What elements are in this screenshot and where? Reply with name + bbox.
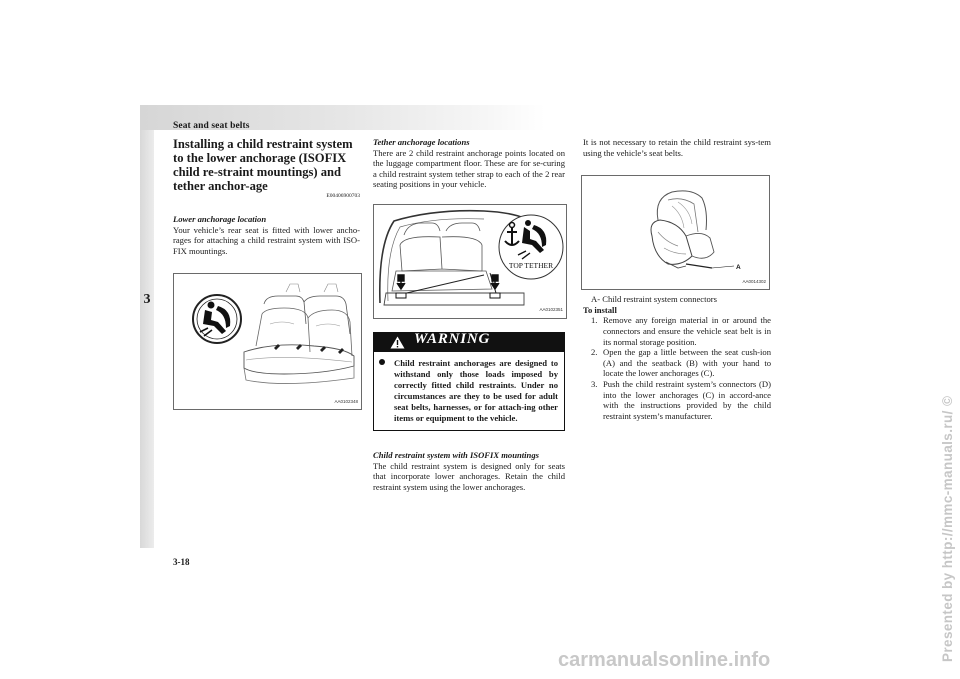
section-title: Installing a child restraint system to the lower anchorage (ISOFIX child re-straint mountings) and tether anchor-age bbox=[173, 137, 353, 193]
warning-label: WARNING bbox=[414, 330, 491, 347]
warning-body bbox=[374, 352, 564, 430]
column-right bbox=[583, 137, 771, 421]
connector-label-a: A bbox=[736, 264, 741, 272]
col3-intro-text: It is not necessary to retain the child restraint sys-tem using the vehicle’s seat belts. bbox=[583, 137, 771, 158]
figure-code: AA0014302 bbox=[742, 278, 766, 284]
luggage-compartment-illustration bbox=[374, 205, 566, 318]
lower-anchorage-text: Your vehicle’s rear seat is fitted with lower ancho-rages for attaching a child restraint system with ISO-FIX mountings. bbox=[173, 224, 360, 256]
warning-text: Child restraint anchorages are designed to withstand only those loads imposed by correctly fitted child restraints. Under no circumstances are they to be used for adult seat belts, harnesses, or for attach-ing other items or equipment to the vehicle. bbox=[394, 357, 558, 423]
install-steps bbox=[583, 315, 771, 421]
child-seat-figure bbox=[581, 175, 770, 290]
child-seat-illustration bbox=[582, 176, 769, 289]
warning-header bbox=[374, 330, 564, 352]
warning-triangle-icon bbox=[390, 336, 405, 349]
install-step: 3. Push the child restraint system’s connectors (D) into the lower anchorages (C) in accord-ance with the instructions provided by the child restraint system’s manufacturer. bbox=[591, 378, 771, 421]
footer-watermark: carmanualsonline.info bbox=[558, 649, 771, 671]
warning-box bbox=[373, 332, 565, 431]
side-watermark: Presented by http://mmc-manuals.ru/ © bbox=[940, 395, 955, 662]
chapter-tab bbox=[140, 130, 154, 548]
chapter-number: 3 bbox=[143, 292, 151, 307]
lower-anchorage-heading: Lower anchorage location bbox=[173, 214, 267, 224]
figure-caption: A- Child restraint system connectors bbox=[591, 294, 718, 305]
rear-seat-figure bbox=[173, 273, 362, 410]
install-step: 1. Remove any foreign material in or around the connectors and ensure the vehicle seat belt is in its normal storage position. bbox=[591, 315, 771, 347]
column-middle bbox=[373, 137, 565, 492]
figure-code: AA0102351 bbox=[539, 307, 563, 313]
section-code: E00406900703 bbox=[326, 193, 360, 199]
column-left bbox=[173, 137, 360, 410]
isofix-text: The child restraint system is designed only for seats that incorporate lower anchorages. Retain the child restraint system using the lower anchorages. bbox=[373, 460, 565, 492]
running-header: Seat and seat belts bbox=[173, 121, 250, 131]
install-heading: To install bbox=[583, 304, 617, 315]
page-number: 3-18 bbox=[173, 557, 190, 567]
tether-anchorage-heading: Tether anchorage locations bbox=[373, 137, 470, 147]
figure-code: AA0102348 bbox=[334, 398, 358, 404]
rear-seat-illustration bbox=[174, 274, 361, 409]
install-step: 2. Open the gap a little between the seat cush-ion (A) and the seatback (B) with your hand to locate the lower anchorages (C). bbox=[591, 347, 771, 379]
tether-anchorage-text: There are 2 child restraint anchorage points located on the luggage compartment floor. These are for se-curing a child restraint system tether strap to each of the 2 rear seating positions in your vehicle. bbox=[373, 147, 565, 190]
top-tether-label: TOP TETHER bbox=[508, 260, 554, 270]
isofix-heading: Child restraint system with ISOFIX mountings bbox=[373, 449, 539, 460]
bullet-icon bbox=[379, 359, 385, 365]
luggage-compartment-figure bbox=[373, 204, 567, 319]
